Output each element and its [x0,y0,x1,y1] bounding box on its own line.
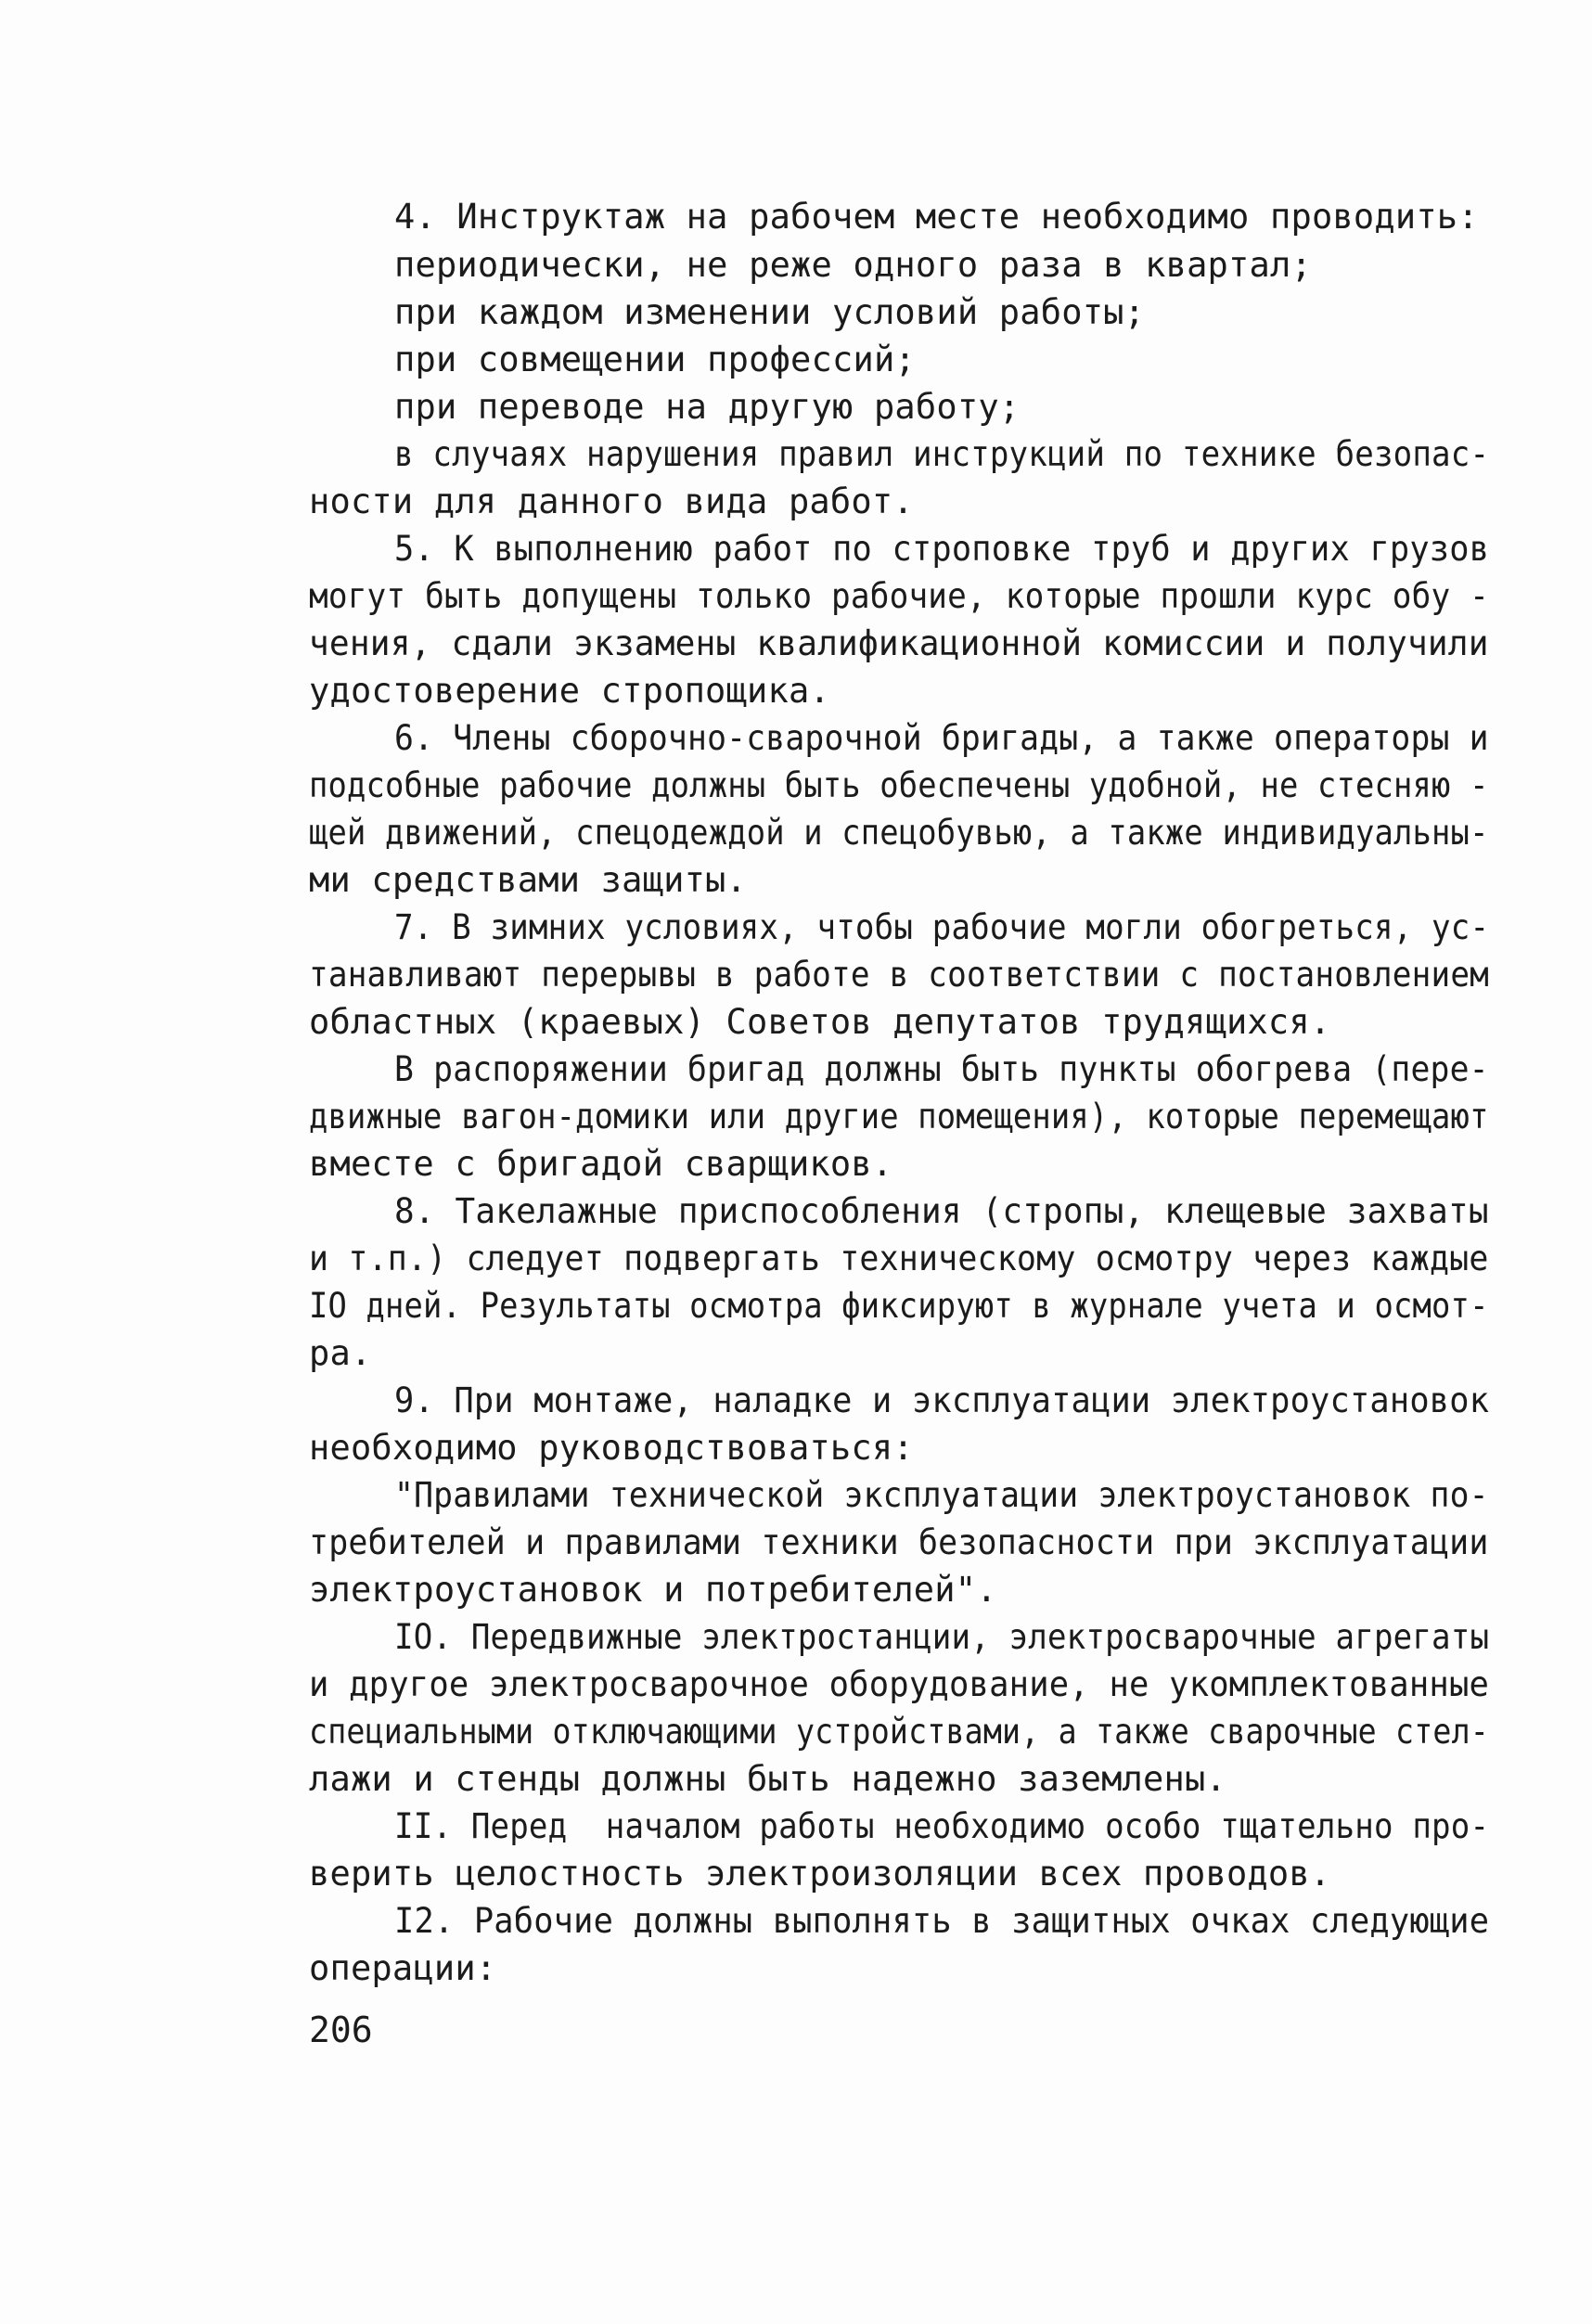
text-line: 4. Инструктаж на рабочем месте необходимо проводить: [394,197,1479,237]
text-line: при совмещении профессий; [394,340,916,379]
text-line: "Правилами технической эксплуатации электроустановок по- [394,1475,1489,1515]
text-line: чения, сдали экзамены квалификационной комиссии и получили [309,623,1489,663]
text-line: электроустановок и потребителей". [309,1570,997,1610]
text-line: специальными отключающими устройствами, а также сварочные стел- [309,1712,1489,1752]
text-line: могут быть допущены только рабочие, которые прошли курс обу - [309,576,1490,616]
text-line: движные вагон-домики или другие помещения), которые перемещают [309,1097,1489,1136]
text-line: 6. Члены сборочно-сварочной бригады, а также операторы и [394,718,1489,758]
text-line: лажи и стенды должны быть надежно заземлены. [309,1759,1226,1799]
text-line: необходимо руководствоваться: [309,1428,914,1468]
text-line: I2. Рабочие должны выполнять в защитных очках следующие [394,1901,1490,1941]
text-line: 7. В зимних условиях, чтобы рабочие могли обогреться, ус- [394,907,1490,947]
page-number: 206 [309,2009,373,2050]
text-line: верить целостность электроизоляции всех проводов. [309,1854,1331,1894]
text-line: в случаях нарушения правил инструкций по технике безопас- [394,434,1490,474]
text-line: 5. К выполнению работ по строповке труб и других грузов [394,529,1490,569]
text-line: и т.п.) следует подвергать техническому осмотру через каждые [309,1239,1489,1278]
text-line: и другое электросварочное оборудование, не укомплектованные [309,1664,1490,1704]
text-line: 9. При монтаже, наладке и эксплуатации электроустановок [394,1380,1490,1420]
text-line: областных (краевых) Советов депутатов трудящихся. [309,1002,1331,1042]
text-line: II. Перед началом работы необходимо особо тщательно про- [394,1806,1490,1846]
text-line: ра. [309,1333,372,1373]
text-line: щей движений, спецодеждой и спецобувью, а также индивидуальны- [309,813,1489,853]
text-line: вместе с бригадой сварщиков. [309,1144,893,1184]
text-line: удостоверение стропощика. [309,671,830,711]
text-line: ми средствами защиты. [309,860,747,900]
text-line: требителей и правилами техники безопасности при эксплуатации [309,1522,1489,1562]
text-line: IO дней. Результаты осмотра фиксируют в журнале учета и осмот- [309,1286,1489,1326]
text-line: ности для данного вида работ. [309,481,914,521]
text-line: танавливают перерывы в работе в соответствии с постановлением [309,955,1490,995]
text-line: при переводе на другую работу; [394,387,1021,427]
text-line: при каждом изменении условий работы; [394,292,1146,332]
text-line: периодически, не реже одного раза в квартал; [394,245,1312,285]
text-line: В распоряжении бригад должны быть пункты обогрева (пере- [394,1049,1489,1089]
text-line: подсобные рабочие должны быть обеспечены удобной, не стесняю - [309,765,1489,805]
text-line: операции: [309,1948,497,1988]
text-line: 8. Такелажные приспособления (стропы, клещевые захваты [394,1191,1489,1231]
text-line: IO. Передвижные электростанции, электросварочные агрегаты [394,1617,1490,1657]
